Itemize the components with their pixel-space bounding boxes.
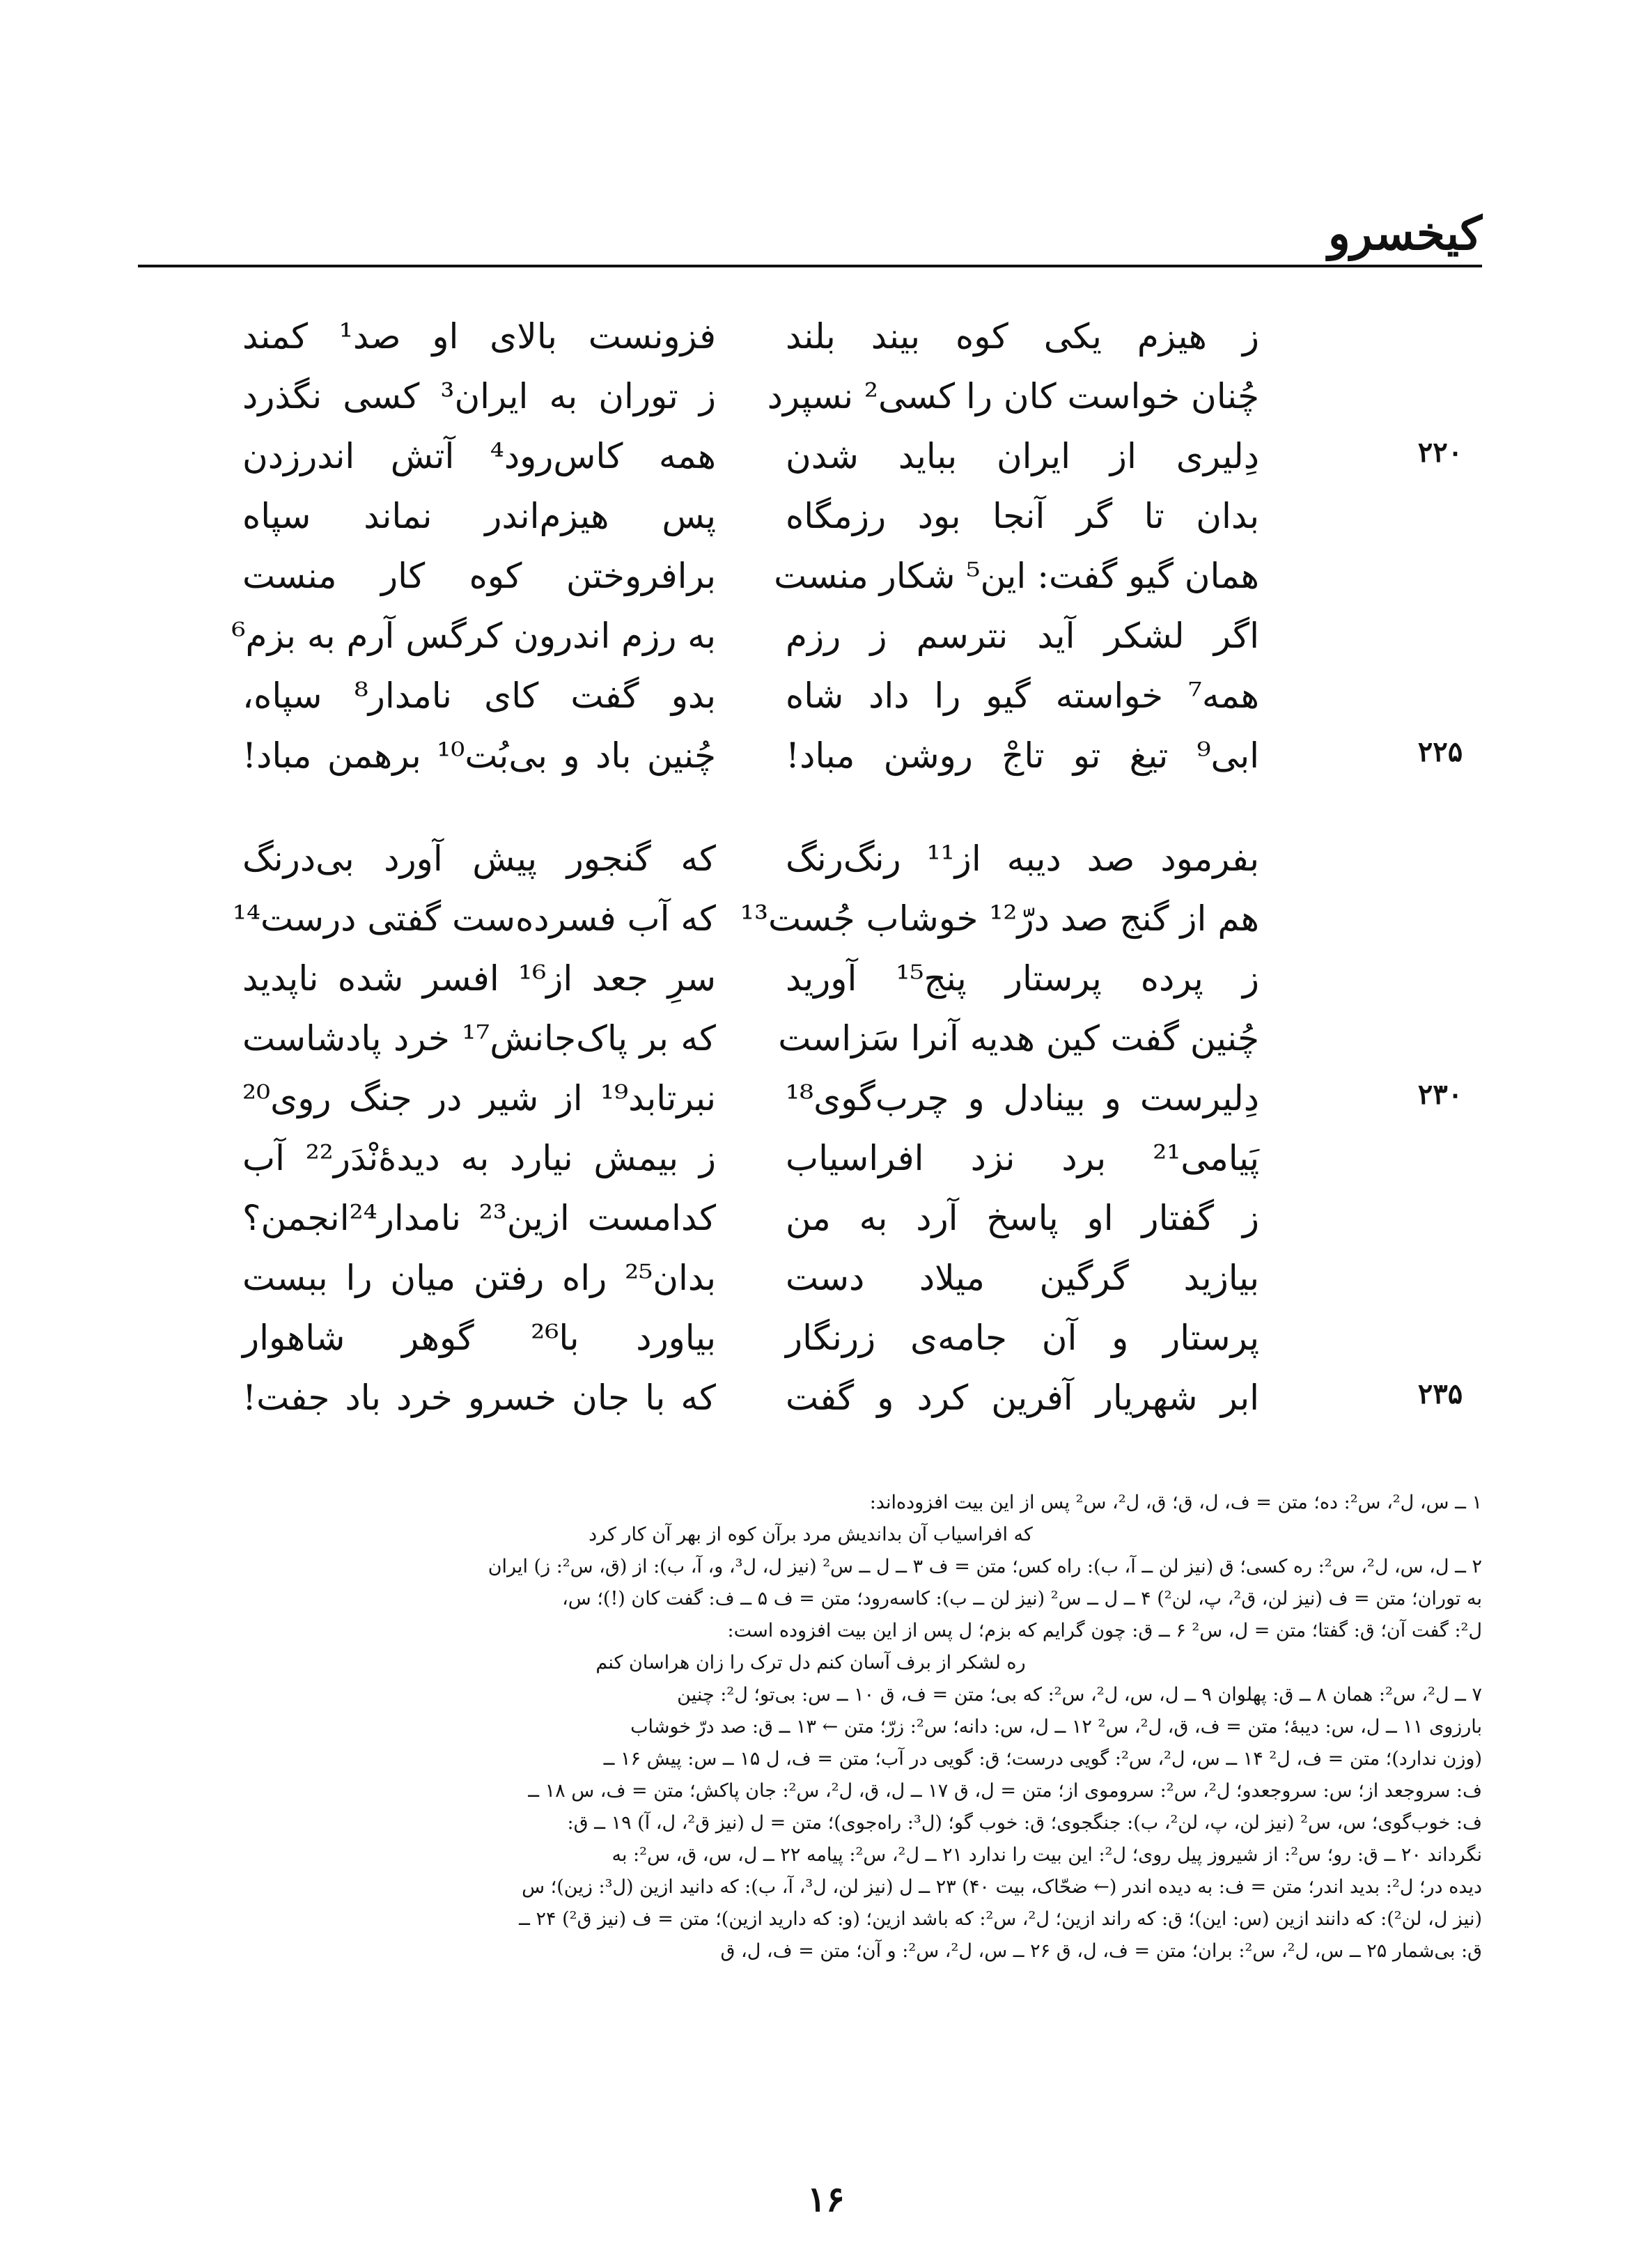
verse-line xyxy=(138,606,1482,666)
footnote-line: (نیز ل، لن²): که دانند ازین (س: این)؛ ق: که راند ازین؛ ل²، س²: که باشد ازین؛ (و: که دارید ازین)؛ متن = ف (نیز ق²) ۲۴ ــ xyxy=(519,1908,1482,1930)
second-hemistich: چُنین باد و بی‌بُت¹⁰ برهمن مباد! xyxy=(242,735,716,776)
verse-line xyxy=(138,949,1482,1008)
verse-line xyxy=(138,366,1482,426)
first-hemistich: ز گفتار او پاسخ آرد به من xyxy=(786,1198,1259,1238)
footnote-line: ل²: گفت آن؛ ق: گفتا؛ متن = ل، س² ۶ ــ ق: چون گرایم که بزم؛ ل پس از این بیت افزوده است: xyxy=(727,1620,1482,1641)
verse-line xyxy=(138,666,1482,726)
footnote-extra-verse: که افراسیاب آن بداندیش مرد برآن کوه از بهر آن کار کرد xyxy=(589,1524,1033,1545)
second-hemistich: که آب فسرده‌ست گفتی درست¹⁴ xyxy=(232,898,716,939)
poem-stanza-2 xyxy=(138,829,1482,1428)
footnote-extra-verse: ره لشکر از برف آسان کنم دل ترک را زان هراسان کنم xyxy=(595,1652,1026,1674)
verse-line xyxy=(138,1008,1482,1068)
verse-line xyxy=(138,889,1482,949)
verse-line xyxy=(138,1308,1482,1368)
first-hemistich: بیازید گرگین میلاد دست xyxy=(786,1258,1259,1298)
footnote-line: ف: سروجعد از؛ س: سروجعدو؛ ل²، س²: سروموی از؛ متن = ل، ق ۱۷ ــ ل، ق، ل²، س²: جان پاکش؛ متن = ف، س ۱۸ ــ xyxy=(528,1780,1482,1802)
verse-number: ۲۲۰ xyxy=(1417,436,1463,469)
first-hemistich: ابر شهریار آفرین کرد و گفت xyxy=(786,1378,1259,1418)
second-hemistich: فزونست بالای او صد¹ کمند xyxy=(242,316,716,357)
first-hemistich: دِلیری از ایران بباید شدن xyxy=(786,436,1259,476)
verse-line xyxy=(138,1248,1482,1308)
second-hemistich: که با جان خسرو خرد باد جفت! xyxy=(242,1378,716,1418)
second-hemistich: همه کاس‌رود⁴ آتش اندرزدن xyxy=(242,436,717,476)
second-hemistich: سرِ جعد از¹⁶ افسر شده ناپدید xyxy=(242,958,716,999)
verse-line xyxy=(138,486,1482,546)
footnote-line: دیده در؛ ل²: بدید اندر؛ متن = ف: به دیده اندر (← ضحّاک، بیت ۴۰) ۲۳ ــ ل (نیز لن، ل³، آ، ب): که دانید ازین (ل³: زین)؛ س xyxy=(522,1876,1482,1898)
verse-number: ۲۲۵ xyxy=(1417,735,1463,768)
verse-line xyxy=(138,1188,1482,1248)
second-hemistich: بیاورد با²⁶ گوهر شاهوار xyxy=(242,1318,716,1358)
verse-number: ۲۳۰ xyxy=(1417,1078,1463,1111)
first-hemistich: دِلیرست و بینادل و چرب‌گوی¹⁸ xyxy=(786,1078,1259,1118)
first-hemistich: ز هیزم یکی کوه بیند بلند xyxy=(786,316,1259,357)
second-hemistich: به رزم اندرون کرگس آرم به بزم⁶ xyxy=(231,616,716,656)
first-hemistich: چُنین گفت کین هدیه آنرا سَزاست xyxy=(778,1018,1259,1059)
first-hemistich: چُنان خواست کان را کسی² نسپرد xyxy=(767,376,1259,416)
verse-line xyxy=(138,306,1482,366)
footnote-line: ق: بی‌شمار ۲۵ ــ س، ل²، س²: بران؛ متن = ف، ل، ق ۲۶ ــ س، ل²، س²: و آن؛ متن = ف، ل، ق xyxy=(720,1940,1482,1962)
second-hemistich: نبرتابد¹⁹ از شیر در جنگ روی²⁰ xyxy=(242,1078,716,1118)
second-hemistich: برافروختن کوه کار منست xyxy=(242,556,716,596)
chapter-title: کیخسرو xyxy=(1327,206,1482,260)
second-hemistich: که بر پاک‌جانش¹⁷ خرد پادشاست xyxy=(242,1018,716,1059)
first-hemistich: اگر لشکر آید نترسم ز رزم xyxy=(786,616,1259,656)
verse-line xyxy=(138,1128,1482,1188)
footnote-line: نگرداند ۲۰ ــ ق: رو؛ س²: از شیروز پیل روی؛ ل²: این بیت را ندارد ۲۱ ــ ل²، س²: پیامه ۲۲ ــ ل، س، ق، س²: به xyxy=(611,1844,1482,1866)
second-hemistich: کدامست ازین²³ نامدار²⁴انجمن؟ xyxy=(242,1198,716,1238)
first-hemistich: هم از گنج صد درّ¹² خوشاب جُست¹³ xyxy=(740,898,1259,939)
first-hemistich: همه⁷ خواسته گیو را داد شاه xyxy=(786,676,1259,716)
page-number: ۱۶ xyxy=(807,2178,845,2220)
footnote-line: ۱ ــ س، ل²، س²: ده؛ متن = ف، ل، ق؛ ق، ل²، س² پس از این بیت افزوده‌اند: xyxy=(869,1492,1482,1513)
first-hemistich: بدان تا گر آنجا بود رزمگاه xyxy=(786,496,1259,536)
footnote-line: بارزوی ۱۱ ــ ل، س: دیبهٔ؛ متن = ف، ق، ل²، س² ۱۲ ــ ل، س: دانه؛ س²: زرّ؛ متن ← ۱۳ ــ ق: صد درّ خوشاب xyxy=(630,1716,1482,1738)
page-header xyxy=(138,174,1482,267)
footnote-line: ۲ ــ ل، س، ل²، س²: ره کسی؛ ق (نیز لن ــ آ، ب): راه کس؛ متن = ف ۳ ــ ل ــ س² (نیز ل، ل³، و، آ، ب): از (ق، س²: ز) ایران xyxy=(488,1556,1482,1577)
verse-line xyxy=(138,426,1482,486)
first-hemistich: همان گیو گفت: این⁵ شکار منست xyxy=(774,556,1259,596)
footnote-line: ۷ ــ ل²، س²: همان ۸ ــ ق: پهلوان ۹ ــ ل، س، ل²، س²: که بی؛ متن = ف، ق ۱۰ ــ س: بی‌تو؛ ل²: چنین xyxy=(677,1684,1482,1706)
second-hemistich: ز توران به ایران³ کسی نگذرد xyxy=(242,376,716,416)
verse-line xyxy=(138,546,1482,606)
verse-number: ۲۳۵ xyxy=(1417,1378,1463,1410)
second-hemistich: پس هیزم‌اندر نماند سپاه xyxy=(242,496,716,536)
first-hemistich: بفرمود صد دیبه از¹¹ رنگ‌رنگ xyxy=(786,838,1259,879)
second-hemistich: بدان²⁵ راه رفتن میان را ببست xyxy=(242,1258,716,1298)
footnote-line: (وزن ندارد)؛ متن = ف، ل² ۱۴ ــ س، ل²، س²: گویی درست؛ ق: گویی در آب؛ متن = ف، ل ۱۵ ــ س: پیش ۱۶ ــ xyxy=(603,1748,1482,1770)
footnote-line: ف: خوب‌گوی؛ س، س² (نیز لن، پ، لن²، ب): جنگجوی؛ ق: خوب گو؛ (ل³: راه‌جوی)؛ متن = ل (نیز ق²، ل، آ) ۱۹ ــ ق: xyxy=(567,1812,1482,1834)
first-hemistich: پَیامی²¹ برد نزد افراسیاب xyxy=(786,1138,1259,1178)
second-hemistich: که گنجور پیش آورد بی‌درنگ xyxy=(242,838,716,879)
verse-line xyxy=(138,726,1482,786)
second-hemistich: ز بیمش نیارد به دیدهٔ‌نْدَر²² آب xyxy=(242,1138,716,1178)
footnotes xyxy=(139,1487,1482,1967)
verse-line xyxy=(138,829,1482,889)
verse-line xyxy=(138,1068,1482,1128)
verse-line xyxy=(138,1368,1482,1428)
poem-stanza-1 xyxy=(138,306,1482,786)
footnote-line: به توران؛ متن = ف (نیز لن، ق²، پ، لن²) ۴ ــ ل ــ س² (نیز لن ــ ب): کاسه‌رود؛ متن = ف ۵ ــ ف: گفت کان (!)؛ س، xyxy=(562,1588,1482,1609)
first-hemistich: ابی⁹ تیغ تو تاجْ روشن مباد! xyxy=(786,735,1259,776)
first-hemistich: پرستار و آن جامه‌ی زرنگار xyxy=(786,1318,1259,1358)
second-hemistich: بدو گفت کای نامدار⁸ سپاه، xyxy=(242,676,716,716)
first-hemistich: ز پرده پرستار پنج¹⁵ آورید xyxy=(786,958,1259,999)
